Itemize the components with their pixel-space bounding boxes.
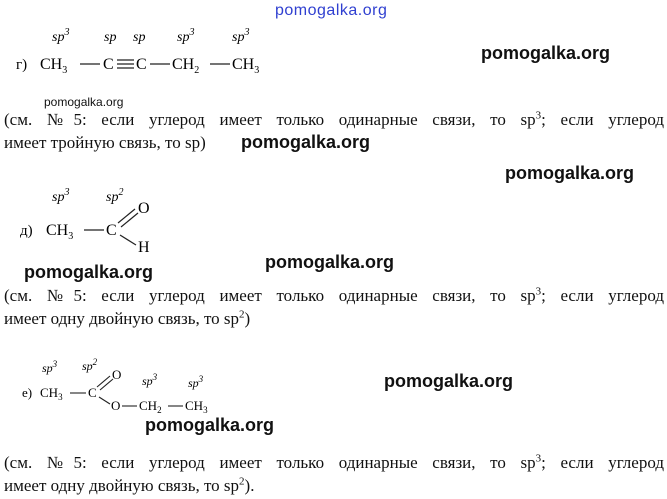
hyb-g-1: $sp^3$ [52, 27, 70, 45]
paragraph-line: имеет одну двойную связь, то $sp^2$). [4, 475, 255, 495]
paragraph-line: имеет тройную связь, то sp) [4, 133, 206, 152]
formula-label-e: е) [22, 385, 33, 400]
group-c1: C [103, 56, 114, 73]
group-ch3-right: $CH_3$ [232, 56, 260, 76]
explanation-paragraph-2 [4, 284, 664, 330]
atom-h: H [138, 239, 150, 256]
hyb-g-3: sp [133, 30, 146, 45]
bond-double-2 [121, 213, 138, 227]
formula-g [0, 24, 300, 80]
hyb-e-3: $sp^3$ [142, 372, 158, 388]
bond-single [120, 235, 136, 245]
paragraph-line: имеет одну двойную связь, то $sp^2$) [4, 308, 251, 328]
formula-e [0, 357, 230, 417]
formula-label-d: д) [20, 223, 33, 239]
hyb-g-2: sp [104, 30, 117, 45]
group-ch3-left: $CH_3$ [40, 56, 68, 76]
watermark: pomogalka.org [24, 262, 154, 282]
group-ch3-right: $CH_3$ [185, 398, 208, 415]
watermark: pomogalka.org [505, 163, 635, 183]
group-ch2: $CH_2$ [139, 398, 162, 415]
hyb-d-1: $sp^3$ [52, 187, 70, 205]
formula-d [0, 185, 190, 260]
atom-o-single: O [111, 398, 121, 413]
group-ch3-left: $CH_3$ [40, 385, 63, 402]
watermark-small: pomogalka.org [44, 95, 124, 109]
watermark: pomogalka.org [145, 415, 275, 435]
hyb-e-2: $sp^2$ [82, 357, 98, 373]
group-c2: C [136, 56, 147, 73]
hyb-g-5: $sp^3$ [232, 27, 250, 45]
group-ch2: $CH_2$ [172, 56, 200, 76]
bond-double-1 [97, 376, 110, 387]
watermark: pomogalka.org [241, 132, 371, 152]
formula-label-g: г) [16, 57, 28, 73]
paragraph-line: (см. №5: если углерод имеет только одинарные связи, то $sp^3$; если углерод [4, 285, 664, 305]
paragraph-line: (см. №5: если углерод имеет только одинарные связи, то $sp^3$; если углерод [4, 452, 664, 472]
paragraph-line: (см. №5: если углерод имеет только одинарные связи, то $sp^3$; если углерод [4, 109, 664, 129]
bond-double-2 [100, 379, 113, 390]
bond-double-1 [118, 209, 135, 223]
watermark-top: pomogalka.org [275, 2, 388, 19]
atom-c: C [88, 385, 97, 400]
watermark: pomogalka.org [384, 371, 514, 391]
bond-single [99, 397, 110, 404]
atom-o-double: O [112, 367, 122, 382]
watermark: pomogalka.org [265, 252, 395, 272]
explanation-paragraph-3 [4, 451, 664, 497]
atom-o: O [138, 200, 150, 217]
hyb-d-2: $sp^2$ [106, 187, 124, 205]
hyb-e-4: $sp^3$ [188, 374, 204, 390]
hyb-e-1: $sp^3$ [42, 359, 58, 375]
hyb-g-4: $sp^3$ [177, 27, 195, 45]
watermark: pomogalka.org [481, 43, 611, 63]
atom-c: C [106, 222, 117, 239]
group-ch3: $CH_3$ [46, 222, 74, 242]
